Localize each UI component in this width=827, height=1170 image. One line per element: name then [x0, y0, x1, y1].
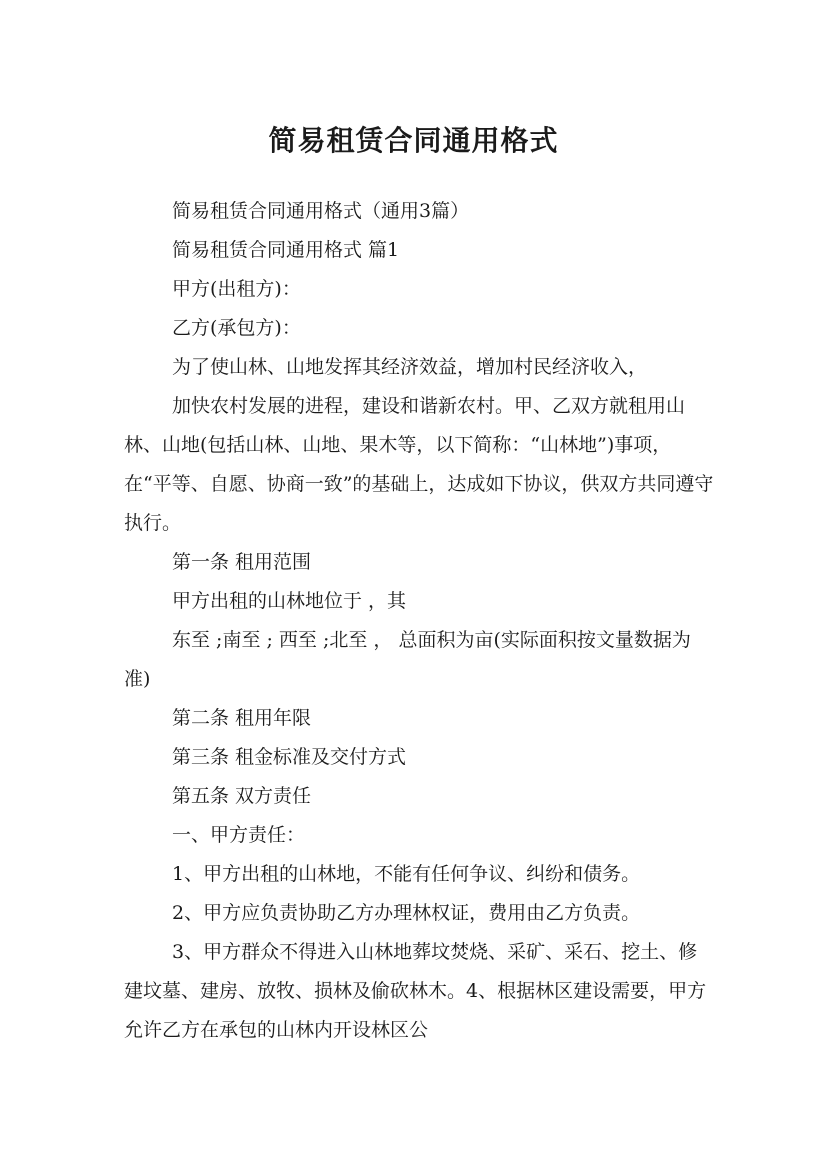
paragraph-line: 简易租赁合同通用格式（通用3篇）: [172, 200, 470, 222]
paragraph-line: 1、甲方出租的山林地，不能有任何争议、纠纷和债务。: [172, 863, 641, 885]
paragraph-line: 3、甲方群众不得进入山林地葬坟焚烧、采矿、采石、挖土、修建坟墓、建房、放牧、损林及偷砍林木。4、根据林区建设需要，甲方允许乙方在承包的山林内开设林区公: [124, 941, 707, 1041]
paragraph-line: 为了使山林、山地发挥其经济效益，增加村民经济收入，: [172, 356, 648, 378]
paragraph-line: 简易租赁合同通用格式 篇1: [172, 239, 400, 261]
document-title: 简易租赁合同通用格式: [268, 123, 559, 157]
paragraph-line: 乙方(承包方)：: [172, 317, 301, 339]
paragraph-line: 一、甲方责任：: [172, 824, 306, 846]
paragraph-line: 第三条 租金标准及交付方式: [172, 746, 407, 768]
paragraph-line: 甲方出租的山林地位于 ，其: [172, 590, 407, 612]
paragraph-line: 2、甲方应负责协助乙方办理林权证，费用由乙方负责。: [172, 902, 641, 924]
paragraph-line: 东至 ;南至 ; 西至 ;北至 ， 总面积为亩(实际面积按文量数据为准): [124, 629, 691, 690]
paragraph-line: 甲方(出租方)：: [172, 278, 301, 300]
paragraph-line: 第二条 租用年限: [172, 707, 312, 729]
document-body: [124, 192, 716, 1050]
paragraph-line: 第五条 双方责任: [172, 785, 312, 807]
paragraph-line: 加快农村发展的进程，建设和谐新农村。甲、乙双方就租用山林、山地(包括山林、山地、果木等，以下简称：“山林地”)事项，在“平等、自愿、协商一致”的基础上，达成如下协议，供双方共同遵守执行。: [124, 395, 714, 534]
paragraph-line: 第一条 租用范围: [172, 551, 312, 573]
